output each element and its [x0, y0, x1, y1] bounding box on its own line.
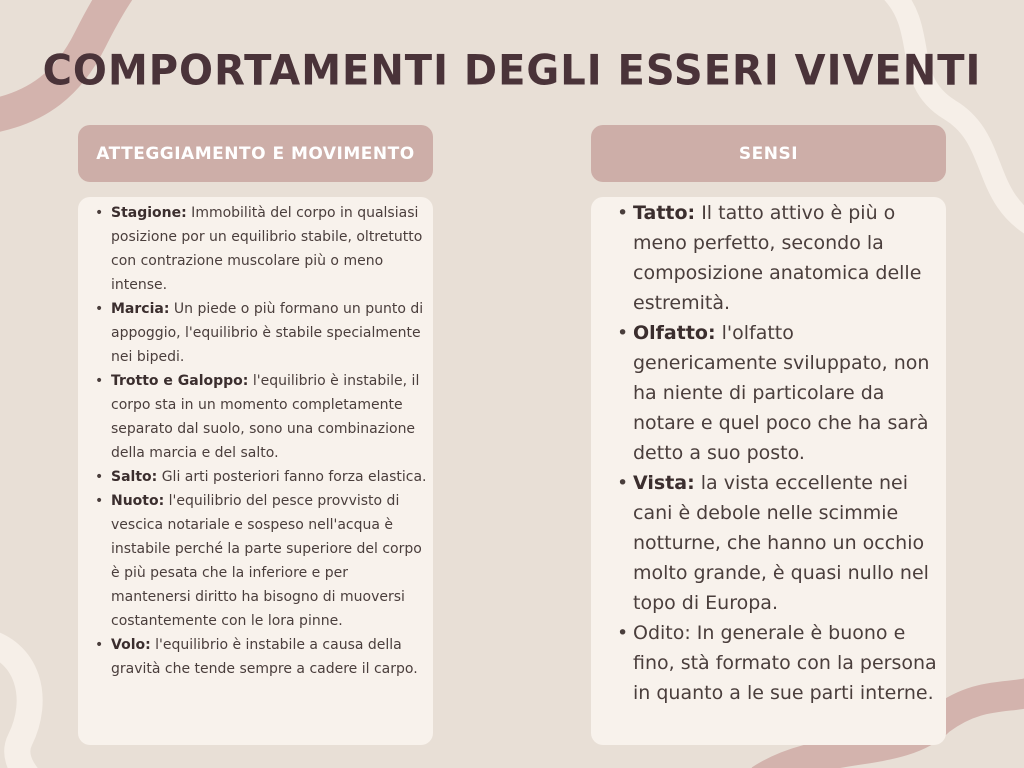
movimento-card [78, 197, 433, 745]
list-item [93, 633, 429, 681]
list-item [615, 618, 940, 708]
sensi-card [591, 197, 946, 745]
item-text: l'equilibrio è instabile, il corpo sta in un momento completamente separato dal suolo, sono una combinazione della marcia e del salto. [111, 373, 420, 461]
item-term: Olfatto: [633, 322, 716, 344]
item-text: l'equilibrio è instabile a causa della gravità che tende sempre a cadere il carpo. [111, 637, 418, 677]
item-term: Salto: [111, 469, 158, 485]
item-text: la vista eccellente nei cani è debole nelle scimmie notturne, che hanno un occhio molto grande, è quasi nullo nel topo di Europa. [633, 472, 929, 614]
list-item [615, 468, 940, 618]
list-item [93, 201, 429, 297]
section-header-sensi: SENSI [591, 125, 946, 182]
item-term: Stagione: [111, 205, 187, 221]
item-text: Immobilità del corpo in qualsiasi posizione por un equilibrio stabile, oltretutto con contrazione muscolare più o meno intense. [111, 205, 423, 293]
item-text: l'equilibrio del pesce provvisto di vescica notariale e sospeso nell'acqua è instabile perché la parte superiore del corpo è più pesata che la inferiore e per mantenersi diritto ha bisogno di muoversi costantemente con le lora pinne. [111, 493, 422, 629]
item-term: Vista: [633, 472, 695, 494]
list-item [93, 369, 429, 465]
item-text: Odito: In generale è buono e fino, stà formato con la persona in quanto a le sue parti interne. [633, 622, 937, 704]
list-item [615, 198, 940, 318]
sensi-list [615, 198, 940, 708]
list-item [93, 489, 429, 633]
list-item [615, 318, 940, 468]
item-text: Gli arti posteriori fanno forza elastica. [157, 469, 427, 485]
item-term: Tatto: [633, 202, 696, 224]
list-item [93, 297, 429, 369]
page-title: COMPORTAMENTI DEGLI ESSERI VIVENTI [42, 46, 982, 96]
item-term: Marcia: [111, 301, 170, 317]
section-header-movimento: ATTEGGIAMENTO E MOVIMENTO [78, 125, 433, 182]
item-text: l'olfatto genericamente sviluppato, non ha niente di particolare da notare e quel poco che ha sarà detto a suo posto. [633, 322, 930, 464]
movimento-list [93, 201, 429, 681]
item-term: Trotto e Galoppo: [111, 373, 249, 389]
item-term: Volo: [111, 637, 151, 653]
item-text: Il tatto attivo è più o meno perfetto, secondo la composizione anatomica delle estremità. [633, 202, 922, 314]
item-text: Un piede o più formano un punto di appoggio, l'equilibrio è stabile specialmente nei bipedi. [111, 301, 424, 365]
list-item [93, 465, 429, 489]
item-term: Nuoto: [111, 493, 165, 509]
